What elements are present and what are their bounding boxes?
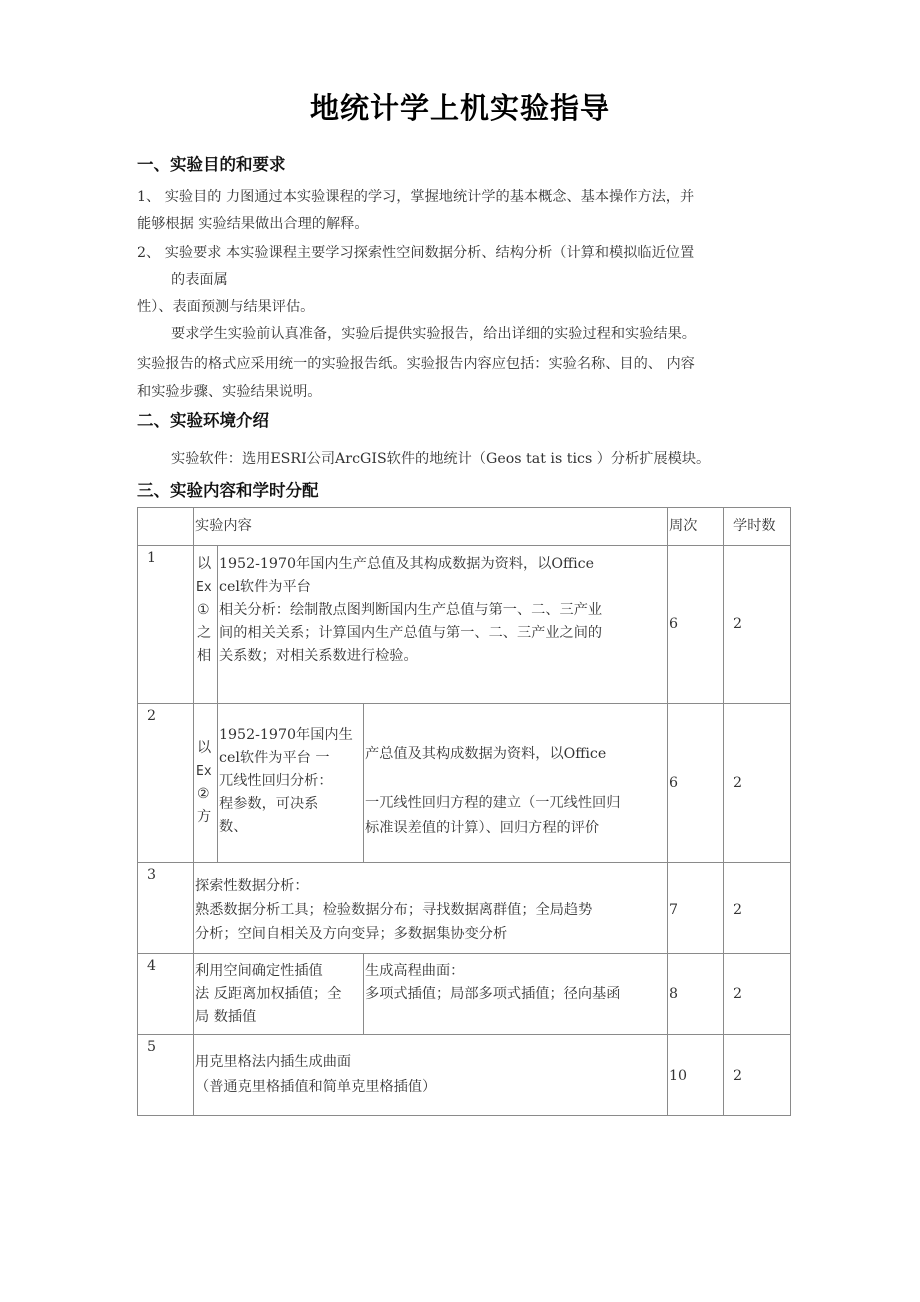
side-char: 以 [197,556,212,572]
cell-line: 产总值及其构成数据为资料，以Office [365,746,607,762]
schedule-table [137,507,791,1116]
cell-line: 探索性数据分析： [195,878,309,894]
header-content-cell [194,508,668,546]
table-row [138,1035,791,1116]
row-number: 4 [147,958,157,974]
table-row [138,704,791,863]
header-hours: 学时数 [733,518,776,534]
header-week: 周次 [669,518,698,534]
paragraph-line: 能够根据 实验结果做出合理的解释。 [137,216,369,232]
side-char: 之 [197,625,212,641]
hours-value: 2 [733,1068,743,1084]
side-char: Ex [196,764,212,779]
week-value: 7 [669,902,679,918]
cell-line: 用克里格法内插生成曲面 [195,1054,352,1070]
cell-line: cel软件为平台 [219,579,311,595]
week-value: 6 [669,775,679,791]
paragraph-line: 1、 实验目的 力图通过本实验课程的学习，掌握地统计学的基本概念、基本操作方法，并 [137,189,695,205]
hours-value: 2 [733,616,743,632]
side-char: ② [197,786,210,802]
cell-line: 相关分析：绘制散点图判断国内生产总值与第一、二、三产业 [219,602,603,618]
row-number: 2 [147,708,157,724]
cell-line: 兀线性回归分析： [219,773,333,789]
hours-value: 2 [733,775,743,791]
cell-line: 标准误差值的计算）、回归方程的评价 [365,820,600,836]
week-value: 10 [669,1068,688,1084]
paragraph-line: 2、 实验要求 本实验课程主要学习探索性空间数据分析、结构分析（计算和模拟临近位置 [137,245,695,261]
paragraph-line: 要求学生实验前认真准备，实验后提供实验报告，给出详细的实验过程和实验结果。 [171,326,696,342]
side-char: Ex [196,580,212,595]
header-week-cell [668,508,724,546]
cell-line: 关系数；对相关系数进行检验。 [219,648,418,664]
cell-line: cel软件为平台 一 [219,750,330,766]
cell-line: 熟悉数据分析工具；检验数据分布；寻找数据离群值；全局趋势 [195,902,593,918]
page-title: 地统计学上机实验指导 [309,91,610,125]
paragraph-line: 性）、表面预测与结果评估。 [137,299,315,315]
table-row [138,954,791,1035]
cell-line: 分析；空间自相关及方向变异；多数据集协变分析 [195,926,508,942]
cell-line: 多项式插值；局部多项式插值；径向基函 [365,986,621,1002]
side-char: ① [197,602,210,618]
week-value: 6 [669,616,679,632]
paragraph-line: 实验软件：选用ESRI公司ArcGIS软件的地统计（Geos tat is tics ）分析扩展模块。 [171,451,711,467]
cell-line: 利用空间确定性插值 [195,963,323,979]
paragraph-line: 的表面属 [171,272,228,288]
cell-line: 程参数，可决系 [219,796,319,812]
cell-line: 法 反距离加权插值；全 [195,986,342,1002]
hours-value: 2 [733,902,743,918]
header-content: 实验内容 [195,518,252,534]
cell-line: （普通克里格插值和简单克里格插值） [195,1079,437,1095]
week-value: 8 [669,986,679,1002]
row-number: 3 [147,867,157,883]
side-char: 相 [197,648,212,664]
paragraph-line: 和实验步骤、实验结果说明。 [137,384,322,400]
header-hours-cell [724,508,791,546]
paragraph-line: 实验报告的格式应采用统一的实验报告纸。实验报告内容应包括：实验名称、目的、 内容 [137,356,695,372]
section-heading-2: 二、实验环境介绍 [137,411,269,430]
cell-line: 一兀线性回归方程的建立（一兀线性回归 [365,795,621,811]
side-char: 以 [197,740,212,756]
cell-line: 1952-1970年国内生 [219,727,353,743]
section-heading-1: 一、实验目的和要求 [137,155,286,174]
cell-line: 生成高程曲面： [365,963,465,979]
cell-line: 1952-1970年国内生产总值及其构成数据为资料，以Office [219,556,594,572]
header-num-cell [138,508,194,546]
cell-line: 数、 [219,819,248,835]
table-row [138,546,791,704]
table-row [138,863,791,954]
hours-value: 2 [733,986,743,1002]
section-heading-3: 三、实验内容和学时分配 [137,481,319,500]
side-char: 方 [197,809,212,825]
table-header-row [138,508,791,546]
row-number: 1 [147,550,157,566]
row-number: 5 [147,1039,157,1055]
cell-line: 局 数插值 [195,1009,257,1025]
cell-line: 间的相关关系；计算国内生产总值与第一、二、三产业之间的 [219,625,603,641]
